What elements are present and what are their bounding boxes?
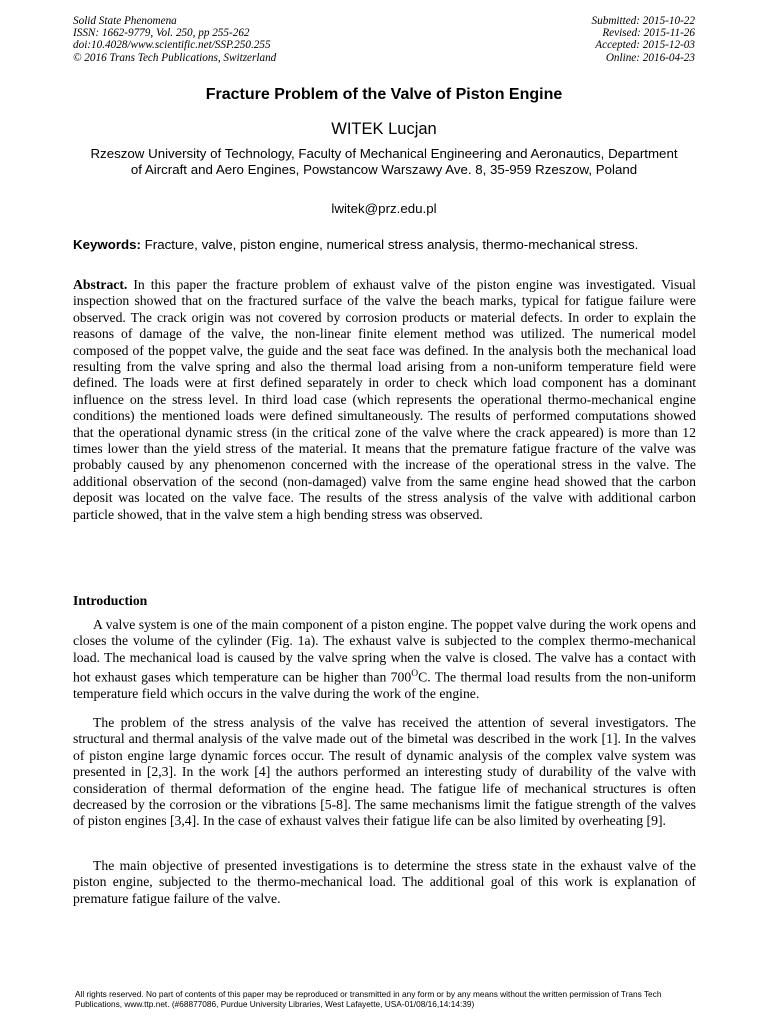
author-name: WITEK Lucjan — [331, 120, 437, 138]
intro-paragraph-1 — [73, 617, 696, 703]
affiliation: Rzeszow University of Technology, Faculty of Mechanical Engineering and Aeronautics, Department of Aircraft and Aero Engines, Powstancow Warszawy Ave. 8, 35-959 Rzeszow, Poland — [90, 146, 678, 178]
journal-name: Solid State Phenomena — [73, 15, 177, 27]
author-email: lwitek@prz.edu.pl — [331, 201, 437, 216]
issn-line: ISSN: 1662-9779, Vol. 250, pp 255-262 — [73, 27, 250, 40]
intro-paragraph-3: The main objective of presented investigations is to determine the stress state in the exhaust valve of the piston engine, subjected to the thermo-mechanical load. The additional goal of this work is explanation of premature fatigue failure of the valve. — [73, 858, 696, 906]
submitted-date: Submitted: 2015-10-22 — [591, 15, 695, 27]
abstract-label: Abstract. — [73, 277, 128, 292]
publication-dates — [592, 15, 695, 64]
doi-line: doi:10.4028/www.scientific.net/SSP.250.255 — [73, 39, 271, 52]
keywords-label: Keywords: — [73, 237, 141, 252]
intro-p1-text: A valve system is one of the main component of a piston engine. The poppet valve during the work opens and closes the volume of the cylinder (Fig. 1a). The exhaust valve is subjected to the complex thermo-mechanical load. The mechanical load is caused by the valve spring when the valve is closed. The valve has a contact with hot exhaust gases which temperature can be higher than 700 — [73, 617, 696, 685]
intro-paragraph-2: The problem of the stress analysis of the valve has received the attention of several investigators. The structural and thermal analysis of the valve made out of the bimetal was described in the work [1]. In the valves of piston engine large dynamic forces occur. The result of dynamic analysis of the complex valve system was presented in [2,3]. In the work [4] the authors performed an interesting study of durability of the valve with consideration of thermal deformation of the engine head. The fatigue life of mechanical structures is often decreased by the corrosion or the vibrations [5-8]. The same mechanisms limit the fatigue strength of the valves of piston engines [3,4]. In the case of exhaust valves their fatigue life can be also limited by overheating [9]. — [73, 715, 696, 829]
copyright-line: © 2016 Trans Tech Publications, Switzerland — [73, 51, 277, 64]
intro-p1-text-cont: C. The thermal load results from the non-uniform temperature field which occurs in the valve during the work of the engine. — [73, 669, 696, 702]
abstract-text: In this paper the fracture problem of exhaust valve of the piston engine was investigated. Visual inspection showed that on the fractured surface of the valve the beach marks, typical for fatigue failure were observed. The crack origin was not covered by corrosion products or material defects. In order to explain the reasons of damage of the valve, the non-linear finite element method was utilized. The numerical model composed of the poppet valve, the guide and the seat face was defined. In the analysis both the mechanical load resulting from the valve spring and also the thermal load arising from a non-uniform temperature field were defined. The loads were at first defined separately in order to check which load component has a dominant influence on the stress level. In third load case (which represents the operational thermo-mechanical engine conditions) the mentioned loads were defined simultaneously. The results of performed computations showed that the operational dynamic stress (in the critical zone of the valve where the crack appeared) is more than 12 times lower than the yield stress of the material. It means that the premature fatigue fracture of the valve was probably caused by any phenomenon concerned with the increase of the operational stress in the valve. The additional observation of the second (non-damaged) valve from the same engine head showed that the carbon deposit was located on the valve face. The results of the stress analysis of the valve with additional carbon particle showed, that in the valve stem a high bending stress was observed. — [73, 277, 696, 522]
accepted-date: Accepted: 2015-12-03 — [595, 39, 695, 52]
keywords-text: Fracture, valve, piston engine, numerical stress analysis, thermo-mechanical stress. — [140, 237, 639, 252]
degree-superscript: O — [411, 669, 419, 680]
paper-title: Fracture Problem of the Valve of Piston Engine — [205, 86, 563, 103]
copyright-footer: All rights reserved. No part of contents of this paper may be reproduced or transmitted in any form or by any means without the written permission of Trans Tech Publications, www.ttp.net. (#68877086, Purdue University Libraries, West Lafayette, USA-01/08/16,14:14:39) — [75, 989, 662, 1009]
online-date: Online: 2016-04-23 — [605, 51, 695, 64]
keywords — [73, 237, 708, 252]
abstract — [73, 277, 696, 523]
journal-info — [73, 15, 276, 64]
revised-date: Revised: 2015-11-26 — [602, 27, 695, 40]
introduction-heading: Introduction — [73, 593, 148, 608]
